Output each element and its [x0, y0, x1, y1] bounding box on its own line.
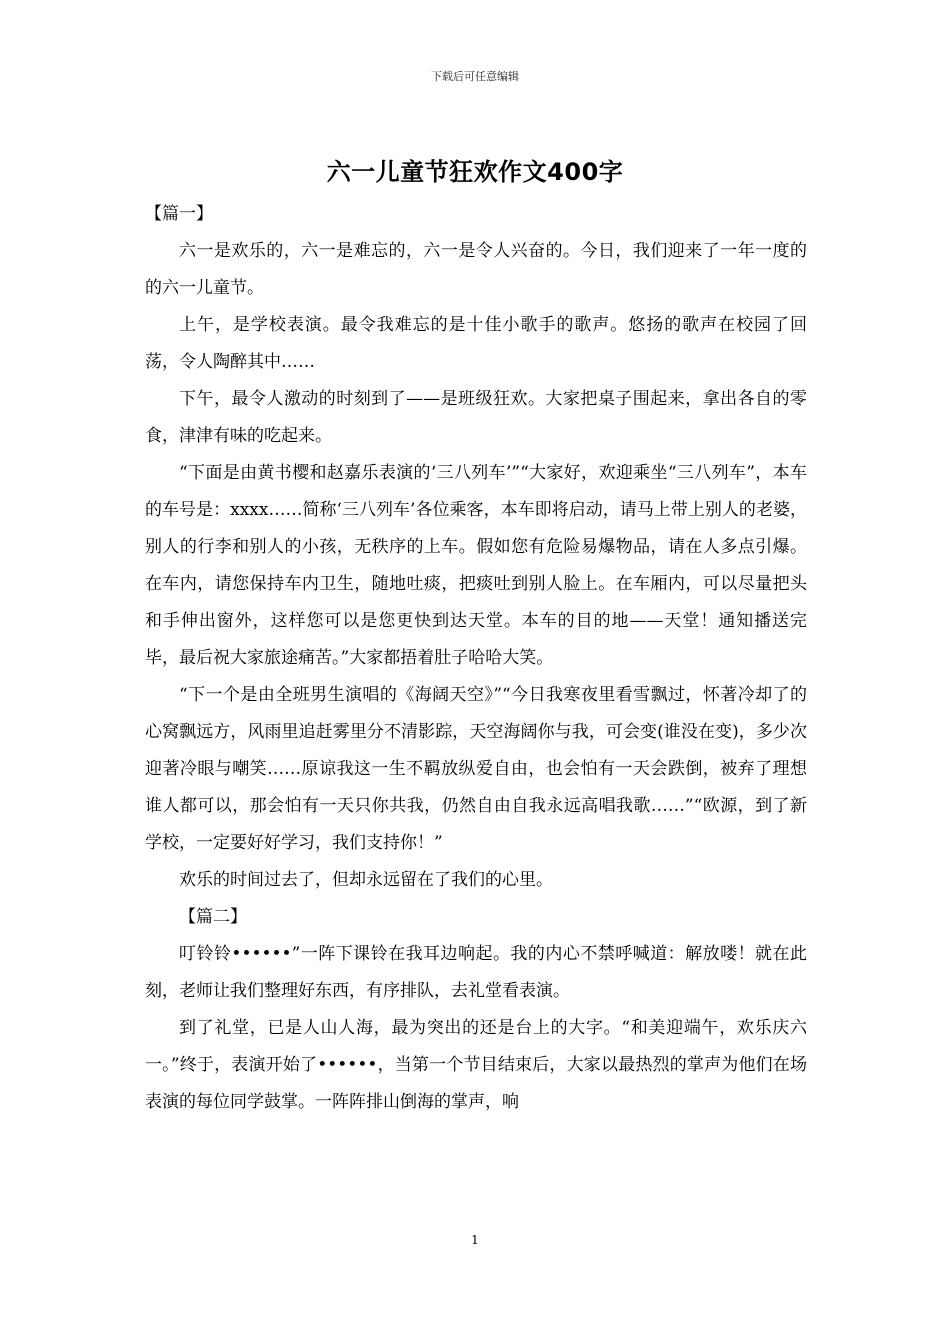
page-number: 1 [471, 1233, 479, 1247]
paragraph: 下午，最令人激动的时刻到了——是班级狂欢。大家把桌子围起来，拿出各自的零食，津津有味的吃起来。 [145, 389, 807, 446]
page-header-note: 下载后可任意编辑 [431, 70, 519, 83]
paragraph: 叮铃铃••••••”一阵下课铃在我耳边响起。我的内心不禁呼喊道：解放喽！就在此刻，老师让我们整理好东西，有序排队，去礼堂看表演。 [145, 944, 807, 1001]
paragraph: 欢乐的时间过去了，但却永远留在了我们的心里。 [179, 870, 553, 890]
paragraph: “下面是由黄书樱和赵嘉乐表演的‘三八列车’”“大家好，欢迎乘坐“三八列车”，本车的车号是：xxxx……简称‘三八列车’各位乘客，本车即将启动，请马上带上别人的老婆，别人的行李和别人的小孩，无秩序的上车。假如您有危险易爆物品，请在人多点引爆。在车内，请您保持车内卫生，随地吐痰，把痰吐到别人脸上。在车厢内，可以尽量把头和手伸出窗外，这样您可以是您更快到达天堂。本车的目的地——天堂！通知播送完毕，最后祝大家旅途痛苦。”大家都捂着肚子哈哈大笑。 [145, 463, 807, 668]
paragraph: 到了礼堂，已是人山人海，最为突出的还是台上的大字。“和美迎端午，欢乐庆六一。”终于，表演开始了••••••，当第一个节目结束后，大家以最热烈的掌声为他们在场表演的每位同学鼓掌。一阵阵排山倒海的掌声，响 [145, 1018, 807, 1112]
paragraph: “下一个是由全班男生演唱的《海阔天空》”“今日我寒夜里看雪飘过，怀著冷却了的心窝飘远方，风雨里追赶雾里分不清影踪，天空海阔你与我，可会变(谁没在变)，多少次迎著冷眼与嘲笑……原谅我这一生不羁放纵爱自由，也会怕有一天会跌倒，被弃了理想谁人都可以，那会怕有一天只你共我，仍然自由自我永远高唱我歌……”“欧源，到了新学校，一定要好好学习，我们支持你！” [145, 685, 807, 853]
section-heading-1: 【篇一】 [145, 204, 213, 224]
document-title: 六一儿童节狂欢作文400字 [326, 158, 624, 186]
document-body [145, 196, 807, 1121]
section-heading-2: 【篇二】 [179, 907, 247, 927]
paragraph: 上午，是学校表演。最令我难忘的是十佳小歌手的歌声。悠扬的歌声在校园了回荡，令人陶醉其中…… [145, 315, 807, 372]
paragraph: 六一是欢乐的，六一是难忘的，六一是令人兴奋的。今日，我们迎来了一年一度的的六一儿童节。 [145, 241, 807, 298]
